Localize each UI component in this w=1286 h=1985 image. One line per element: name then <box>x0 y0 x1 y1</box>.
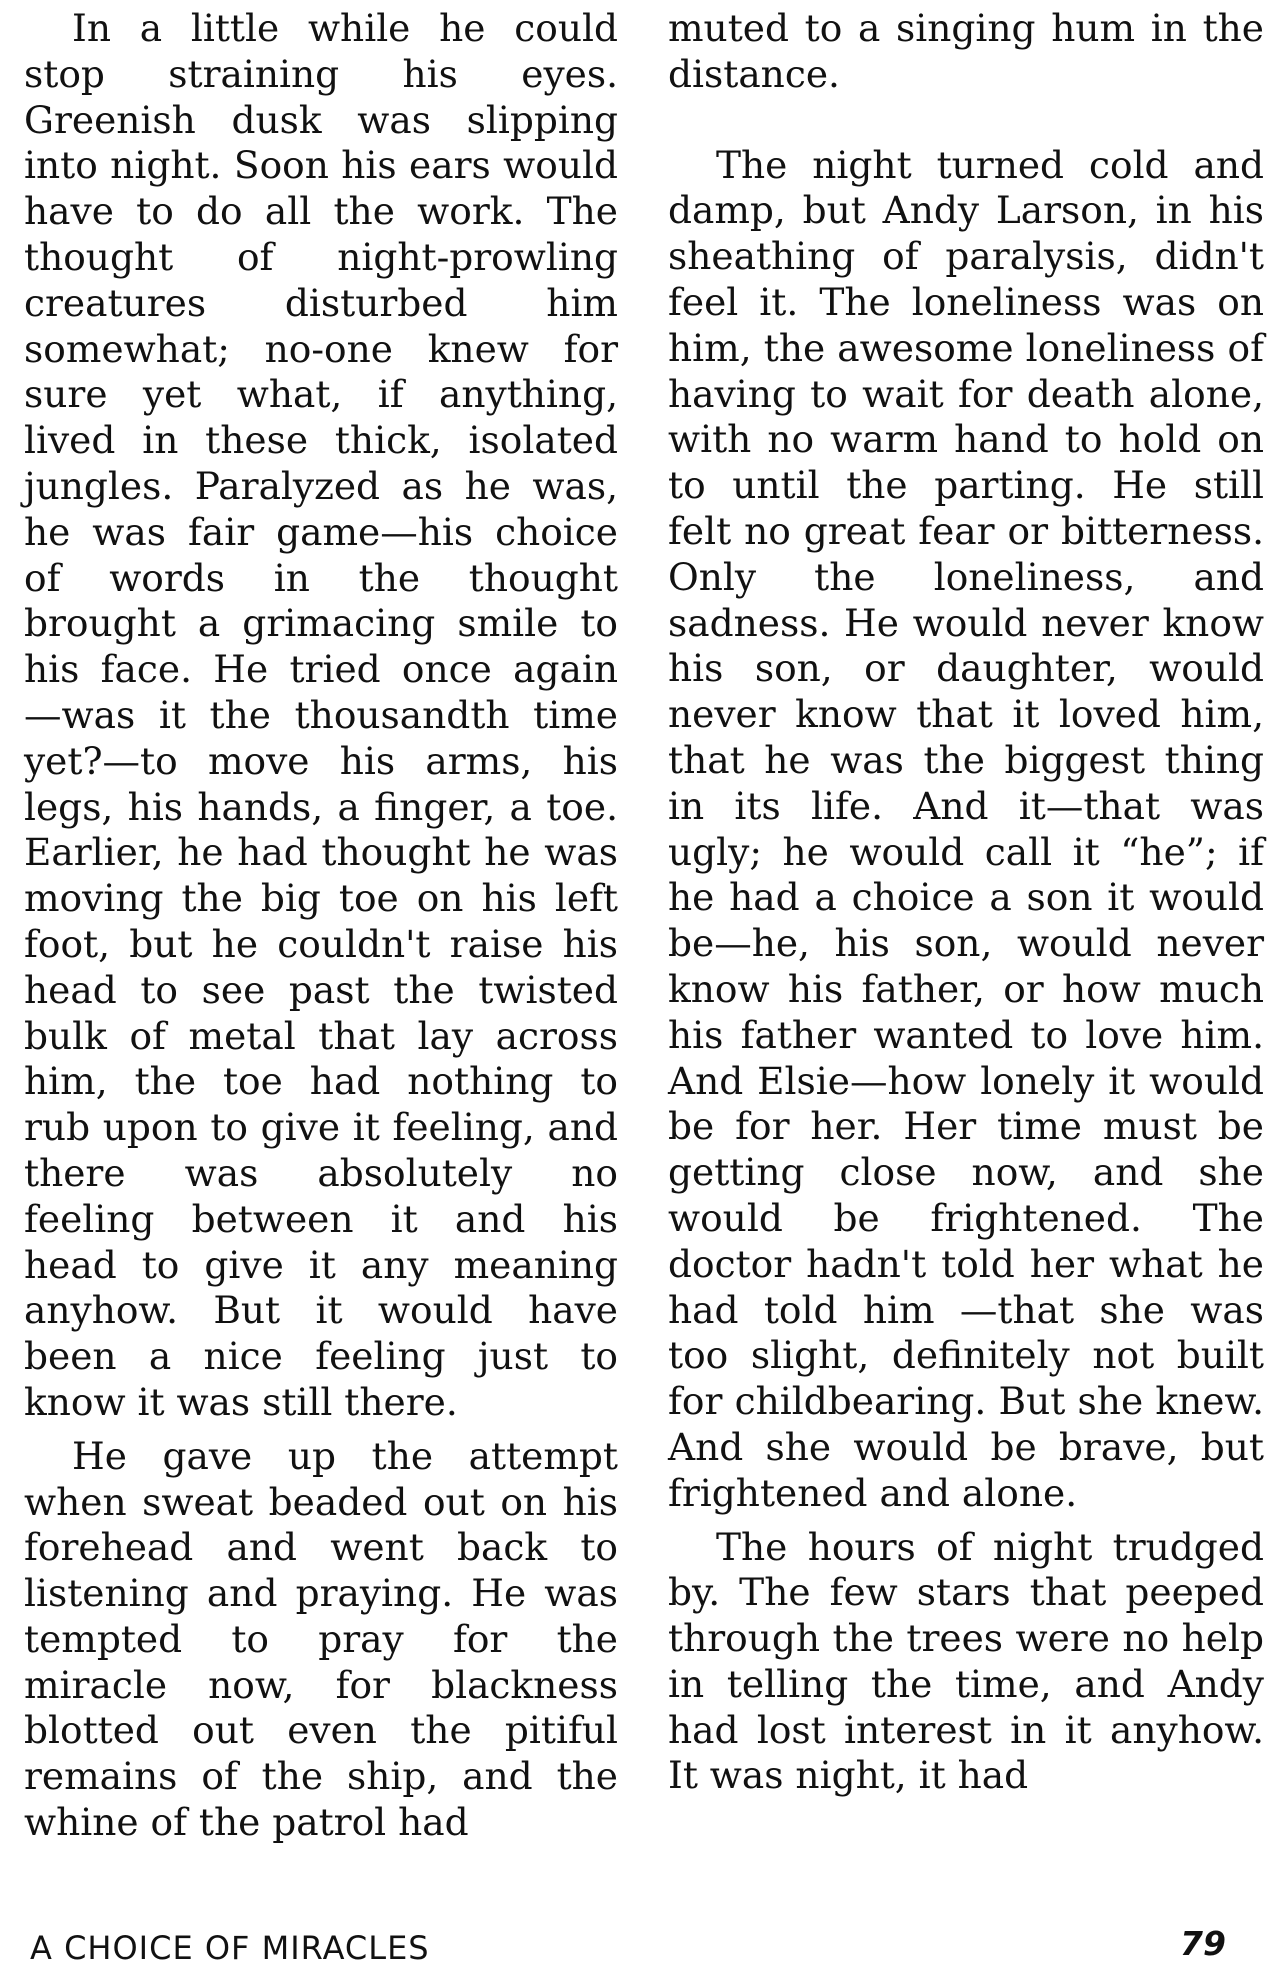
paragraph-right-2: The night turned cold and damp, but Andy Larson, in his sheathing of paralysis, didn't feel it. The loneliness was on him, the awesome loneliness of having to wait for death alone, with no warm hand to hold on to until the parting. He still felt no great fear or bitterness. Only the loneliness, and sadness. He would never know his son, or daughter, would never know that it loved him, that he was the biggest thing in its life. And it—that was ugly; he would call it “he”; if he had a choice a son it would be—he, his son, would never know his father, or how much his father wanted to love him. And Elsie—how lonely it would be for her. Her time must be getting close now, and she would be frightened. The doctor hadn't told her what he had told him —that she was too slight, definitely not built for childbearing. But she knew. And she would be brave, but frightened and alone. <box>668 142 1264 1515</box>
paragraph-left-2: He gave up the attempt when sweat beaded out on his forehead and went back to listening and praying. He was tempted to pray for the miracle now, for blackness blotted out even the pitiful remains of the ship, and the whine of the patrol had <box>24 1433 618 1845</box>
running-title: A CHOICE OF MIRACLES <box>30 1929 430 1967</box>
paragraph-left-1: In a little while he could stop straining his eyes. Greenish dusk was slipping into night. Soon his ears would have to do all the work. The thought of night-prowling creatures disturbed him somewhat; no-one knew for sure yet what, if anything, lived in these thick, isolated jungles. Paralyzed as he was, he was fair game—his choice of words in the thought brought a grimacing smile to his face. He tried once again —was it the thousandth time yet?—to move his arms, his legs, his hands, a finger, a toe. Earlier, he had thought he was moving the big toe on his left foot, but he couldn't raise his head to see past the twisted bulk of metal that lay across him, the toe had nothing to rub upon to give it feeling, and there was absolutely no feeling between it and his head to give it any meaning anyhow. But it would have been a nice feeling just to know it was still there. <box>24 6 618 1424</box>
right-column <box>668 6 1264 1799</box>
left-column <box>24 6 618 1846</box>
paragraph-right-3: The hours of night trudged by. The few stars that peeped through the trees were no help in telling the time, and Andy had lost interest in it anyhow. It was night, it had <box>668 1524 1264 1798</box>
page-number: 79 <box>1180 1924 1226 1963</box>
paragraph-right-1: muted to a singing hum in the distance. <box>668 6 1264 96</box>
